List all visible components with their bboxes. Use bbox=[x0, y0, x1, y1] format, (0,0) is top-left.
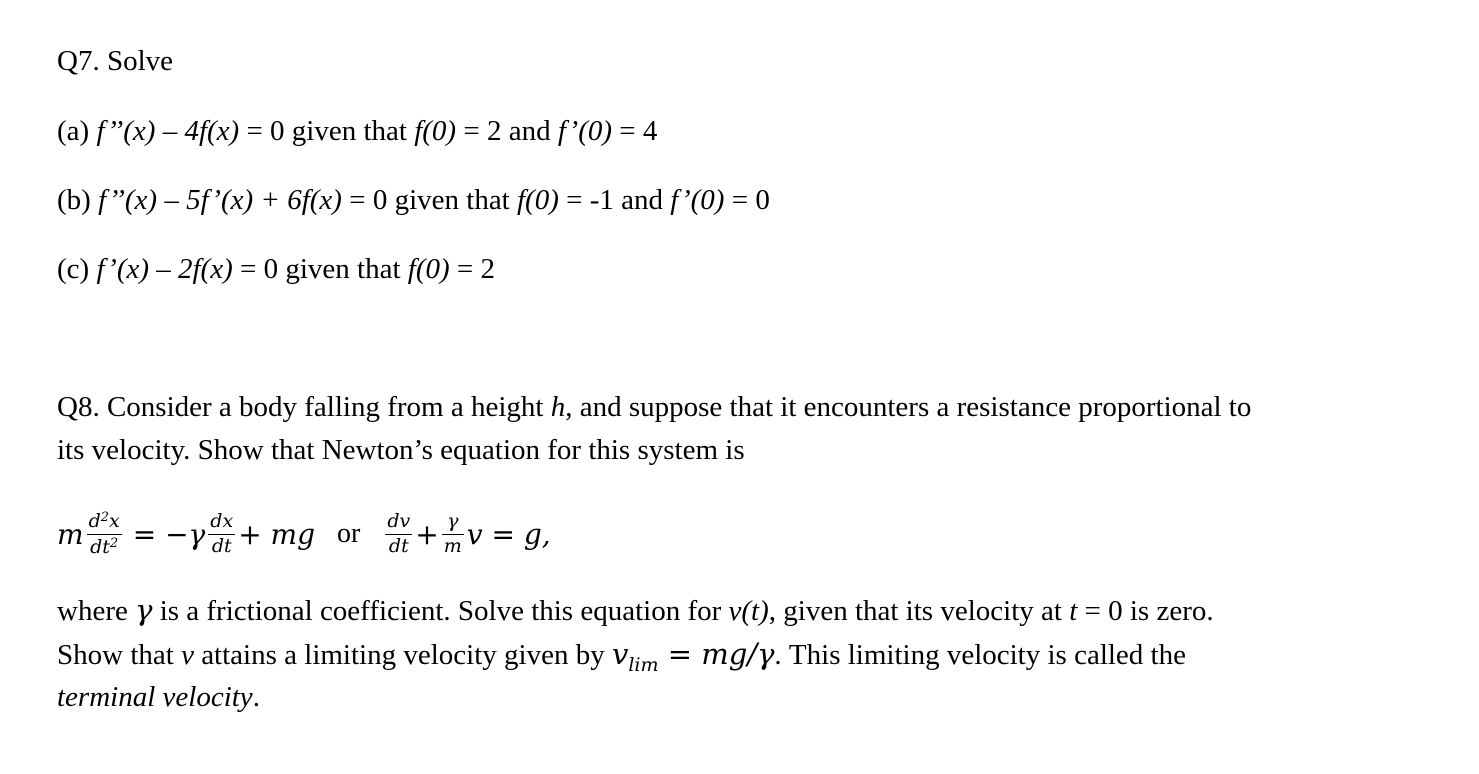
part-b-condition-2-value: = 0 bbox=[724, 184, 770, 216]
part-a-equals: = 0 bbox=[239, 115, 285, 147]
part-a-given: given that bbox=[291, 115, 415, 147]
part-a-label: (a) bbox=[57, 115, 90, 147]
part-b-condition-1: f(0) bbox=[517, 184, 559, 216]
q8-line-4: Show that v attains a limiting velocity given by $v_{lim} = mg/\gamma$. This limiting velocity is called the bbox=[57, 637, 1186, 676]
q8-line-2: its velocity. Show that Newton’s equation for this system is bbox=[57, 434, 745, 466]
q7-title: Q7. Solve bbox=[57, 45, 173, 77]
q8-line-3: where γ is a frictional coefficient. Solve this equation for v(t), given that its velocity at t = 0 is zero. bbox=[57, 593, 1214, 627]
eq-equals-gamma: = −γ bbox=[132, 517, 206, 551]
part-c-label: (c) bbox=[57, 253, 90, 285]
eq-frac-num: $d^2x$ bbox=[88, 509, 120, 532]
q7-part-c bbox=[57, 255, 495, 284]
part-b-given: given that bbox=[394, 184, 517, 216]
eq-or: or bbox=[337, 518, 361, 549]
eq-mass: m bbox=[57, 517, 84, 551]
time-var: t bbox=[1069, 595, 1078, 627]
gamma-symbol: γ bbox=[135, 593, 153, 627]
part-c-equation: f’(x) – 2f(x) bbox=[96, 253, 233, 285]
q8-text-1b: , and suppose that it encounters a resistance proportional to bbox=[565, 391, 1252, 423]
eq-frac-den: $dt^2$ bbox=[90, 535, 119, 558]
eq-plus: + bbox=[415, 517, 439, 551]
part-b-condition-1-value: = -1 bbox=[558, 184, 614, 216]
q7-part-a bbox=[57, 117, 657, 146]
part-c-condition-1: f(0) bbox=[407, 253, 450, 285]
terminal-velocity-term: terminal velocity bbox=[57, 681, 253, 713]
part-a-and: and bbox=[501, 115, 558, 147]
part-a-condition-1-value: = 2 bbox=[456, 115, 502, 147]
eq-frac-dx-dt: $\frac{dx}{dt}$ bbox=[210, 509, 234, 557]
part-b-condition-2: f’(0) bbox=[670, 184, 725, 216]
part-c-equals: = 0 bbox=[232, 253, 279, 285]
eq-frac-d2x-dt2 bbox=[87, 511, 122, 558]
newton-equation bbox=[57, 504, 551, 564]
eq-plus-mg: + mg bbox=[238, 517, 316, 551]
velocity-var: v bbox=[181, 639, 194, 671]
part-a-equation: f’’(x) – 4f(x) bbox=[96, 115, 240, 147]
q8-text-1a: Q8. Consider a body falling from a height bbox=[57, 391, 551, 423]
part-c-condition-1-value: = 2 bbox=[449, 253, 496, 285]
velocity-function: v(t) bbox=[728, 595, 769, 627]
eq-frac-dv-dt: $\frac{dv}{dt}$ bbox=[387, 509, 411, 557]
eq-frac-gamma-m: $\frac{\gamma}{m}$ bbox=[443, 509, 462, 557]
eq-rest: v = g, bbox=[466, 517, 551, 551]
part-c-given: given that bbox=[285, 253, 408, 285]
v-lim: $v_{lim}$ bbox=[611, 637, 659, 676]
q8-line-5: terminal velocity. bbox=[57, 681, 260, 713]
part-b-equals: = 0 bbox=[341, 184, 388, 216]
q8-height-var: h bbox=[550, 391, 566, 423]
part-b-equation: f’’(x) – 5f’(x) + 6f(x) bbox=[98, 184, 342, 216]
q8-line-1 bbox=[57, 393, 1251, 422]
part-a-condition-2: f’(0) bbox=[557, 115, 613, 147]
part-b-label: (b) bbox=[57, 184, 91, 216]
v-lim-expression: = mg/γ bbox=[658, 637, 775, 671]
part-a-condition-2-value: = 4 bbox=[612, 115, 658, 147]
part-b-and: and bbox=[613, 184, 671, 216]
part-a-condition-1: f(0) bbox=[414, 115, 457, 147]
q7-part-b bbox=[57, 186, 770, 215]
